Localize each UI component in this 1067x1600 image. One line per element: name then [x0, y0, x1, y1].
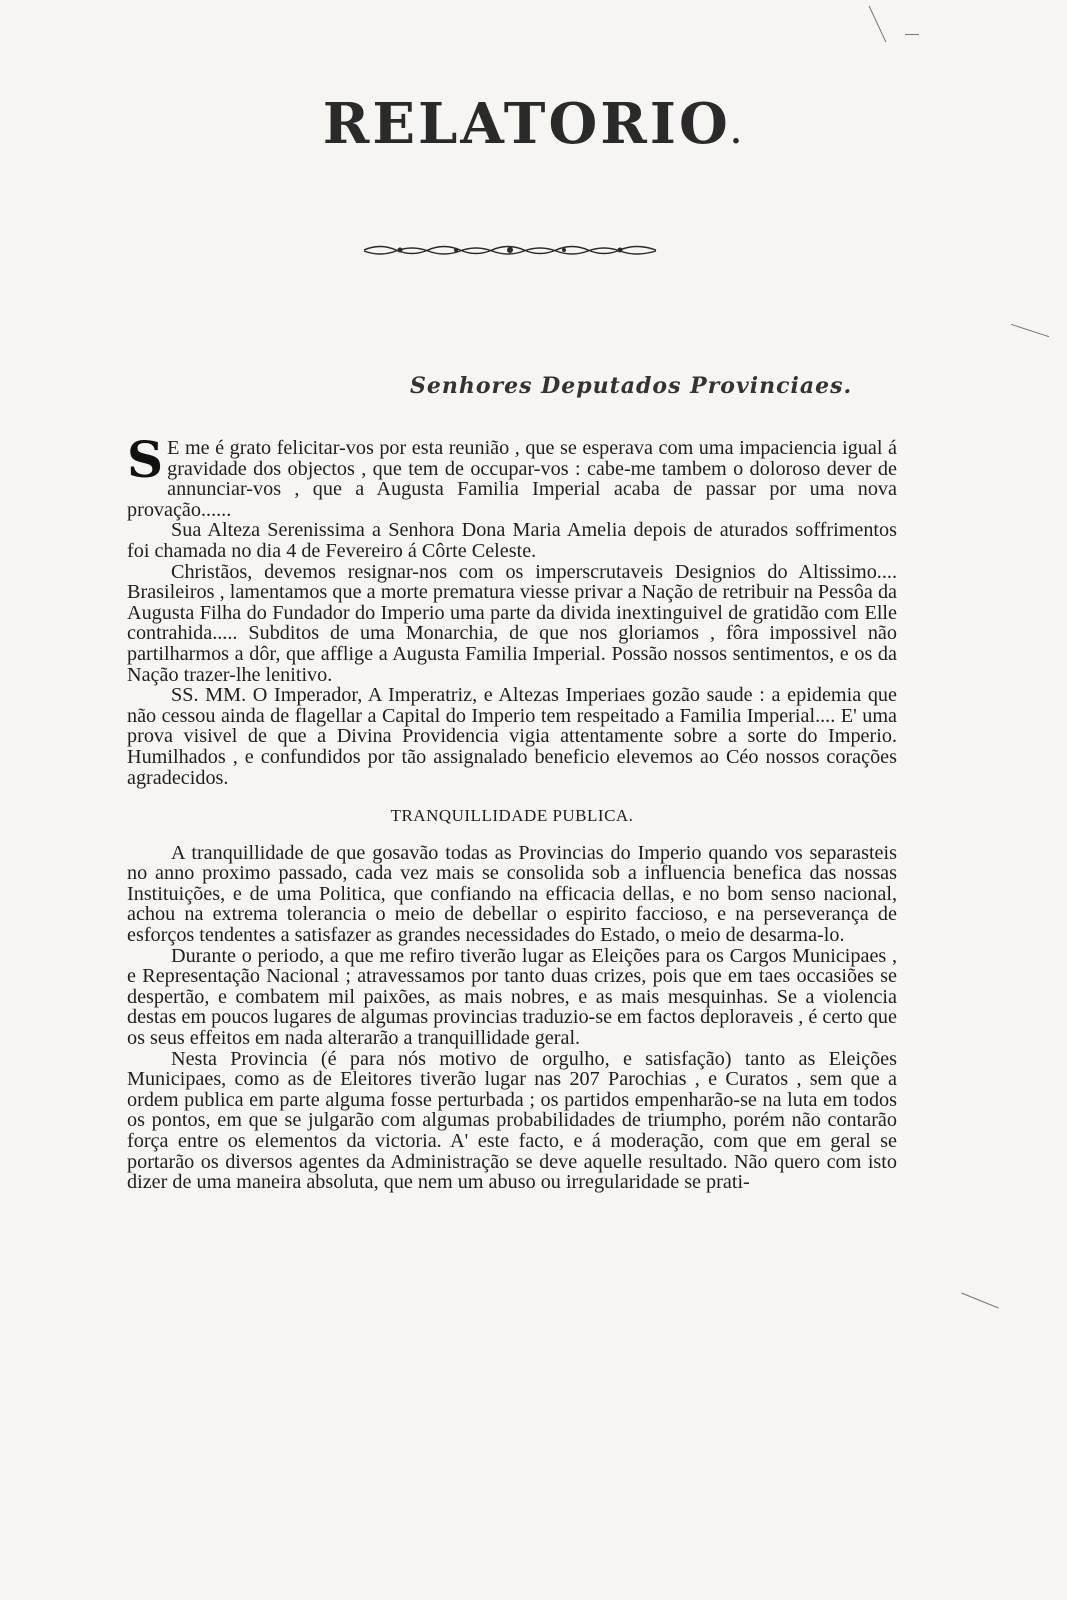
paragraph: Durante o periodo, a que me refiro tiverão lugar as Eleições para os Cargos Municipaes , e Representação Nacional ; atravessamos por tanto duas crizes, pois que em taes occasiões se despertão, e combatem mil paixões, as mais nobres, e as mais mesquinhas. Se a violencia destas em poucos lugares de algumas provincias traduzio-se em factos deploraveis , é certo que os seus effeitos em nada alterarão a tranquillidade geral.: [127, 944, 897, 1050]
paragraph: A tranquillidade de que gosavão todas as Provincias do Imperio quando vos separasteis no anno proximo passado, cada vez mais se consolida sob a influencia benefica das nossas Instituições, e de uma Politica, que confiando na efficacia dellas, e no bom senso nacional, achou na extrema tolerancia o meio de debellar o espirito faccioso, e na perseverança de esforços tendentes a satisfazer as grandes necessidades do Estado, o meio de desarma-lo.: [127, 841, 897, 947]
drop-cap: S: [127, 430, 164, 489]
title-text: RELATORIO: [322, 91, 731, 157]
margin-mark: [869, 6, 887, 43]
document-body: [127, 430, 897, 1194]
margin-mark: [905, 34, 919, 35]
paragraph-text: E me é grato felicitar-vos por esta reunião , que se esperava com uma impaciencia igual á gravidade dos objectos , que tem de occupar-vos : cabe-me tambem o doloroso dever de annunciar-vos , que a Augusta Familia Imperial acaba de passar por uma nova provação......: [127, 437, 897, 521]
paragraph: Christãos, devemos resignar-nos com os imperscrutaveis Designios do Altissimo.... Brasileiros , lamentamos que a morte prematura viesse privar a Nação de retribuir na Pessôa da Augusta Filha do Fundador do Imperio uma parte da divida inextinguivel de gratidão com Elle contrahida..... Subditos de uma Monarchia, de que nos gloriamos , fôra impossivel não partilharmos a dôr, que afflige a Augusta Familia Imperial. Possão nossos sentimentos, e os da Nação trazer-lhe lenitivo.: [127, 560, 897, 686]
paragraph: Sua Alteza Serenissima a Senhora Dona Maria Amelia depois de aturados soffrimentos foi chamada no dia 4 de Fevereiro á Côrte Celeste.: [127, 519, 897, 562]
page-title: [0, 91, 1067, 157]
salutation: Senhores Deputados Provinciaes.: [410, 373, 853, 399]
section-heading: TRANQUILLIDADE PUBLICA.: [390, 806, 634, 826]
ornament-divider-icon: [360, 242, 660, 258]
paragraph: Nesta Provincia (é para nós motivo de orgulho, e satisfação) tanto as Eleições Municipaes, como as de Eleitores tiverão lugar nas 207 Parochias , e Curatos , sem que a ordem publica em parte alguma fosse perturbada ; os partidos empenharão-se na luta em todos os pontos, em que se julgarão com algumas probabilidades de triumpho, porém não contarão força entre os elementos da victoria. A' este facto, e á moderação, com que em geral se portarão os diversos agentes da Administração se deve aquelle resultado. Não quero com isto dizer de uma maneira absoluta, que nem um abuso ou irregularidade se prati-: [127, 1047, 897, 1194]
margin-mark: [961, 1293, 998, 1309]
margin-mark: [1011, 324, 1049, 337]
paragraph: SS. MM. O Imperador, A Imperatriz, e Altezas Imperiaes gozão saude : a epidemia que não cessou ainda de flagellar a Capital do Imperio tem respeitado a Familia Imperial.... E' uma prova visivel de que a Divina Providencia vigia attentamente sobre a sorte do Imperio. Humilhados , e confundidos por tão assignalado beneficio elevemos ao Céo nossos corações agradecidos.: [127, 684, 897, 789]
opening-paragraph: [127, 430, 897, 521]
title-dot: .: [730, 116, 745, 151]
